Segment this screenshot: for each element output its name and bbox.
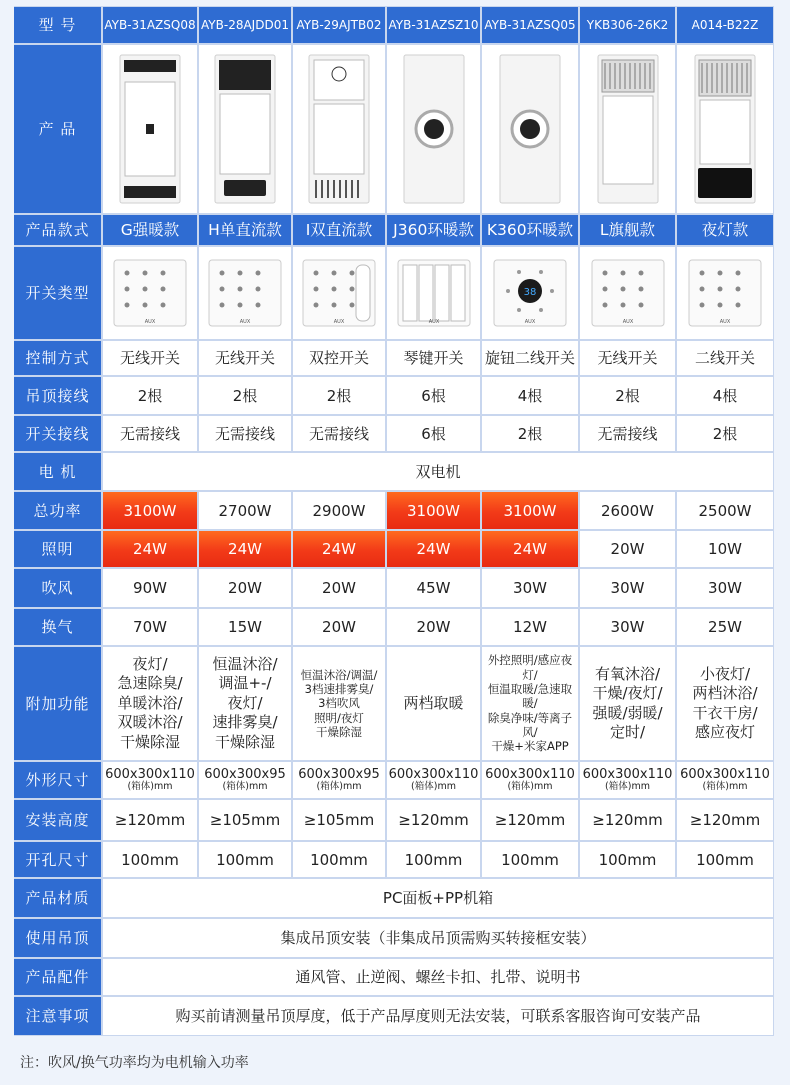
extra-line: 调温+-/ bbox=[218, 674, 272, 693]
switch-wire-cell: 无需接线 bbox=[580, 416, 675, 451]
power-cell: 2600W bbox=[580, 492, 675, 529]
heater-panel-j-image bbox=[387, 45, 480, 213]
switch-panel-l-image bbox=[580, 247, 675, 339]
extra-line: 双暖沐浴/ bbox=[117, 713, 183, 732]
size-unit: (箱体)mm bbox=[605, 780, 650, 792]
switch-panel-night-image bbox=[677, 247, 773, 339]
svg-text:AUX: AUX bbox=[622, 319, 633, 325]
control-cell: 无线开关 bbox=[103, 341, 197, 375]
hole-cell: 100mm bbox=[580, 842, 675, 877]
light-cell: 24W bbox=[387, 531, 480, 567]
power-cell: 3100W bbox=[103, 492, 197, 529]
vent-cell: 25W bbox=[677, 609, 773, 645]
svg-text:AUX: AUX bbox=[719, 319, 731, 325]
row-label-height: 安装高度 bbox=[14, 800, 101, 840]
ceiling-value: 集成吊顶安装（非集成吊顶需购买转接框安装） bbox=[103, 919, 773, 957]
footnote: 注：吹风/换气功率均为电机输入功率 bbox=[20, 1055, 249, 1071]
switch-wire-cell: 6根 bbox=[387, 416, 480, 451]
size-value: 600x300x110 bbox=[680, 767, 770, 783]
blow-cell: 20W bbox=[293, 569, 385, 607]
extra-line: 恒温沐浴/调温/ bbox=[300, 667, 378, 682]
models-cell: YKB306-26K2 bbox=[580, 7, 675, 43]
styles-cell: H单直流款 bbox=[199, 215, 291, 245]
styles-cell: K360环暖款 bbox=[482, 215, 578, 245]
svg-text:AUX: AUX bbox=[239, 319, 251, 325]
vent-cell: 30W bbox=[580, 609, 675, 645]
row-label-material: 产品材质 bbox=[14, 879, 101, 917]
heater-panel-i-image bbox=[293, 45, 385, 213]
switch-wire-cell: 无需接线 bbox=[199, 416, 291, 451]
control-cell: 无线开关 bbox=[199, 341, 291, 375]
row-label-control: 控制方式 bbox=[14, 341, 101, 375]
blow-cell: 30W bbox=[677, 569, 773, 607]
heater-panel-l-image bbox=[580, 45, 675, 213]
size-unit: (箱体)mm bbox=[411, 780, 456, 792]
row-label-power: 总功率 bbox=[14, 492, 101, 529]
switch-wire-cell: 2根 bbox=[482, 416, 578, 451]
models-cell: AYB-31AZSQ08 bbox=[103, 7, 197, 43]
height-cell: ≥120mm bbox=[482, 800, 578, 840]
hole-cell: 100mm bbox=[199, 842, 291, 877]
extra-cell bbox=[482, 647, 578, 760]
row-label-switch-wire: 开关接线 bbox=[14, 416, 101, 451]
size-cell bbox=[482, 762, 578, 798]
extra-line: 有氧沐浴/ bbox=[594, 664, 661, 683]
row-label-ceiling: 使用吊顶 bbox=[14, 919, 101, 957]
switch-wire-cell: 无需接线 bbox=[293, 416, 385, 451]
size-unit: (箱体)mm bbox=[702, 780, 748, 792]
height-cell: ≥105mm bbox=[293, 800, 385, 840]
switch-wire-cell: 无需接线 bbox=[103, 416, 197, 451]
extra-line: 3档速排雾臭/ bbox=[304, 681, 374, 696]
height-cell: ≥120mm bbox=[103, 800, 197, 840]
svg-text:AUX: AUX bbox=[144, 319, 156, 325]
vent-cell: 20W bbox=[293, 609, 385, 645]
size-value: 600x300x110 bbox=[485, 767, 575, 783]
size-cell bbox=[387, 762, 480, 798]
heater-panel-g-image bbox=[103, 45, 197, 213]
styles-cell: 夜灯款 bbox=[677, 215, 773, 245]
extra-line: 干燥除湿 bbox=[119, 732, 180, 751]
accessory-value: 通风管、止逆阀、螺丝卡扣、扎带、说明书 bbox=[103, 959, 773, 995]
size-unit: (箱体)mm bbox=[222, 780, 268, 792]
extra-line: 强暖/弱暖/ bbox=[592, 703, 663, 722]
extra-line: 干衣干房/ bbox=[692, 703, 758, 722]
row-label-motor: 电 机 bbox=[14, 453, 101, 490]
heater-panel-h-image bbox=[199, 45, 291, 213]
height-cell: ≥120mm bbox=[387, 800, 480, 840]
extra-line: 定时/ bbox=[609, 723, 646, 741]
power-cell: 3100W bbox=[387, 492, 480, 529]
extra-line: 夜灯/ bbox=[132, 654, 168, 673]
extra-line: 速排雾臭/ bbox=[212, 713, 278, 732]
row-label-size: 外形尺寸 bbox=[14, 762, 101, 798]
extra-line: 夜灯/ bbox=[227, 693, 263, 712]
control-cell: 旋钮二线开关 bbox=[482, 341, 578, 375]
vent-cell: 15W bbox=[199, 609, 291, 645]
extra-line: 小夜灯/ bbox=[699, 664, 751, 683]
power-cell: 2500W bbox=[677, 492, 773, 529]
hole-cell: 100mm bbox=[387, 842, 480, 877]
svg-text:38: 38 bbox=[523, 287, 537, 298]
power-cell: 3100W bbox=[482, 492, 578, 529]
row-label-model: 型 号 bbox=[14, 7, 101, 43]
models-cell: AYB-31AZSZ10 bbox=[387, 7, 480, 43]
vent-cell: 70W bbox=[103, 609, 197, 645]
row-label-extra: 附加功能 bbox=[14, 647, 101, 760]
blow-cell: 45W bbox=[387, 569, 480, 607]
row-label-accessory: 产品配件 bbox=[14, 959, 101, 995]
row-label-hole: 开孔尺寸 bbox=[14, 842, 101, 877]
ceiling-wire-cell: 2根 bbox=[580, 377, 675, 414]
notice-value: 购买前请测量吊顶厚度，低于产品厚度则无法安装，可联系客服咨询可安装产品 bbox=[103, 997, 773, 1035]
ceiling-wire-cell: 2根 bbox=[293, 377, 385, 414]
row-label-product: 产 品 bbox=[14, 45, 101, 213]
styles-cell: G强暖款 bbox=[103, 215, 197, 245]
height-cell: ≥105mm bbox=[199, 800, 291, 840]
ceiling-wire-cell: 2根 bbox=[199, 377, 291, 414]
hole-cell: 100mm bbox=[482, 842, 578, 877]
control-cell: 无线开关 bbox=[580, 341, 675, 375]
svg-text:AUX: AUX bbox=[428, 319, 439, 325]
ceiling-wire-cell: 4根 bbox=[677, 377, 773, 414]
extra-cell bbox=[677, 647, 773, 760]
models-cell: A014-B22Z bbox=[677, 7, 773, 43]
blow-cell: 30W bbox=[580, 569, 675, 607]
extra-line: 恒温沐浴/ bbox=[212, 654, 278, 673]
switch-panel-i-image bbox=[293, 247, 385, 339]
size-cell bbox=[580, 762, 675, 798]
models-cell: AYB-28AJDD01 bbox=[199, 7, 291, 43]
size-value: 600x300x110 bbox=[388, 767, 479, 783]
extra-cell bbox=[580, 647, 675, 760]
extra-line: 单暖沐浴/ bbox=[117, 693, 183, 712]
blow-cell: 90W bbox=[103, 569, 197, 607]
light-cell: 24W bbox=[482, 531, 578, 567]
vent-cell: 12W bbox=[482, 609, 578, 645]
styles-cell: L旗舰款 bbox=[580, 215, 675, 245]
ceiling-wire-cell: 2根 bbox=[103, 377, 197, 414]
models-cell: AYB-29AJTB02 bbox=[293, 7, 385, 43]
extra-line: 感应夜灯 bbox=[694, 723, 755, 741]
extra-line: 两档沐浴/ bbox=[692, 684, 758, 702]
extra-cell bbox=[387, 647, 480, 760]
size-value: 600x300x95 bbox=[298, 767, 380, 783]
height-cell: ≥120mm bbox=[580, 800, 675, 840]
extra-line: 急速除臭/ bbox=[117, 674, 183, 693]
blow-cell: 30W bbox=[482, 569, 578, 607]
blow-cell: 20W bbox=[199, 569, 291, 607]
size-unit: (箱体)mm bbox=[316, 780, 362, 792]
extra-line: 干燥除湿 bbox=[316, 725, 362, 740]
extra-cell bbox=[199, 647, 291, 760]
styles-cell: J360环暖款 bbox=[387, 215, 480, 245]
heater-panel-k-image bbox=[482, 45, 578, 213]
extra-cell bbox=[103, 647, 197, 760]
switch-panel-h-image bbox=[199, 247, 291, 339]
svg-text:AUX: AUX bbox=[333, 319, 345, 325]
row-label-notice: 注意事项 bbox=[14, 997, 101, 1035]
row-label-light: 照明 bbox=[14, 531, 101, 567]
size-value: 600x300x110 bbox=[582, 767, 673, 783]
extra-line: 干燥/夜灯/ bbox=[592, 684, 663, 702]
row-label-vent: 换气 bbox=[14, 609, 101, 645]
extra-line: 恒温取暖/急速取暖/ bbox=[487, 681, 573, 711]
light-cell: 10W bbox=[677, 531, 773, 567]
extra-line: 除臭净味/等离子风/ bbox=[487, 710, 573, 740]
switch-wire-cell: 2根 bbox=[677, 416, 773, 451]
heater-panel-night-image bbox=[677, 45, 773, 213]
size-value: 600x300x110 bbox=[105, 767, 195, 783]
light-cell: 20W bbox=[580, 531, 675, 567]
extra-line: 干燥+米家APP bbox=[491, 739, 569, 754]
spec-table bbox=[14, 6, 774, 1036]
row-label-switch-type: 开关类型 bbox=[14, 247, 101, 339]
light-cell: 24W bbox=[199, 531, 291, 567]
switch-panel-g-image bbox=[103, 247, 197, 339]
material-value: PC面板+PP机箱 bbox=[103, 879, 773, 917]
styles-cell: I双直流款 bbox=[293, 215, 385, 245]
vent-cell: 20W bbox=[387, 609, 480, 645]
size-cell bbox=[103, 762, 197, 798]
extra-cell bbox=[293, 647, 385, 760]
row-label-style: 产品款式 bbox=[14, 215, 101, 245]
control-cell: 双控开关 bbox=[293, 341, 385, 375]
size-unit: (箱体)mm bbox=[507, 780, 553, 792]
power-cell: 2700W bbox=[199, 492, 291, 529]
size-cell bbox=[199, 762, 291, 798]
extra-line: 干燥除湿 bbox=[214, 732, 275, 751]
power-cell: 2900W bbox=[293, 492, 385, 529]
extra-line: 外控照明/感应夜灯/ bbox=[487, 653, 573, 682]
light-cell: 24W bbox=[103, 531, 197, 567]
height-cell: ≥120mm bbox=[677, 800, 773, 840]
motor-value: 双电机 bbox=[103, 453, 773, 490]
extra-line: 两档取暖 bbox=[403, 693, 464, 712]
extra-line: 照明/夜灯 bbox=[314, 710, 364, 725]
light-cell: 24W bbox=[293, 531, 385, 567]
control-cell: 琴键开关 bbox=[387, 341, 480, 375]
hole-cell: 100mm bbox=[293, 842, 385, 877]
hole-cell: 100mm bbox=[677, 842, 773, 877]
models-cell: AYB-31AZSQ05 bbox=[482, 7, 578, 43]
size-cell bbox=[293, 762, 385, 798]
ceiling-wire-cell: 6根 bbox=[387, 377, 480, 414]
switch-panel-j-image bbox=[387, 247, 480, 339]
size-value: 600x300x95 bbox=[204, 767, 286, 783]
control-cell: 二线开关 bbox=[677, 341, 773, 375]
row-label-blow: 吹风 bbox=[14, 569, 101, 607]
hole-cell: 100mm bbox=[103, 842, 197, 877]
size-cell bbox=[677, 762, 773, 798]
size-unit: (箱体)mm bbox=[127, 780, 173, 792]
svg-text:AUX: AUX bbox=[524, 319, 536, 325]
extra-line: 3档吹风 bbox=[318, 696, 360, 711]
switch-panel-k-image bbox=[482, 247, 578, 339]
row-label-ceiling-wire: 吊顶接线 bbox=[14, 377, 101, 414]
ceiling-wire-cell: 4根 bbox=[482, 377, 578, 414]
